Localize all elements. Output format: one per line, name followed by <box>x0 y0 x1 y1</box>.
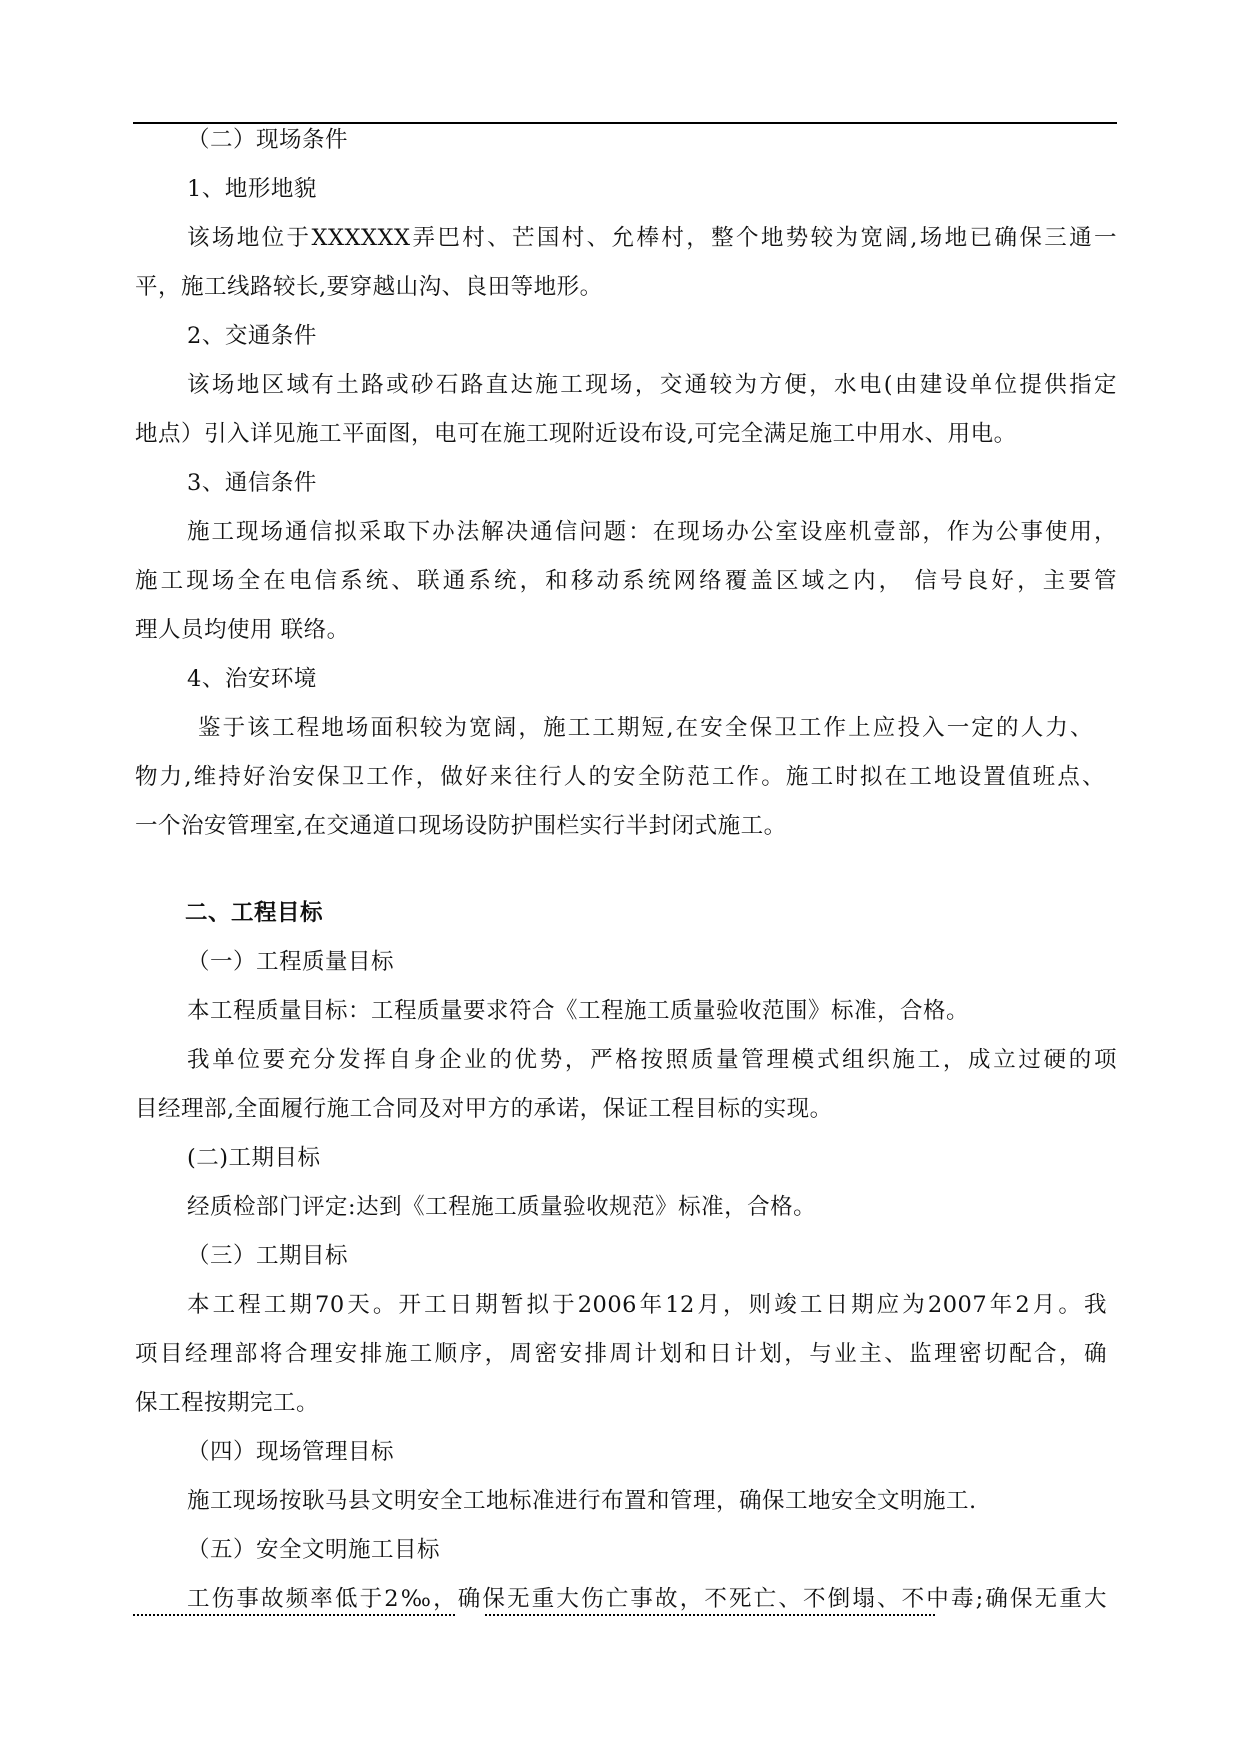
item-heading: 4、治安环境 <box>187 666 317 692</box>
paragraph-line: 该场地位于XXXXXX弄巴村、芒国村、允棒村，整个地势较为宽阔,场地已确保三通一 <box>187 225 1117 251</box>
paragraph-line: 本工程工期70天。开工日期暂拟于2006年12月，则竣工日期应为2007年2月。我 <box>187 1292 1107 1318</box>
paragraph-line: 保工程按期完工。 <box>135 1390 320 1416</box>
header-rule <box>133 122 1117 124</box>
paragraph-line: 项目经理部将合理安排施工顺序，周密安排周计划和日计划，与业主、监理密切配合，确 <box>135 1341 1107 1367</box>
paragraph-line: 一个治安管理室,在交通道口现场设防护围栏实行半封闭式施工。 <box>135 813 787 839</box>
paragraph-line: 施工现场全在电信系统、联通系统，和移动系统网络覆盖区域之内， 信号良好，主要管 <box>135 568 1117 594</box>
paragraph-line: 工伤事故频率低于2‰，确保无重大伤亡事故，不死亡、不倒塌、不中毒;确保无重大 <box>187 1586 1107 1612</box>
paragraph-line: 施工现场通信拟采取下办法解决通信问题：在现场办公室设座机壹部，作为公事使用， <box>187 519 1117 545</box>
paragraph-line: 该场地区域有土路或砂石路直达施工现场，交通较为方便，水电(由建设单位提供指定 <box>187 372 1117 398</box>
paragraph-line: 施工现场按耿马县文明安全工地标准进行布置和管理，确保工地安全文明施工. <box>187 1488 977 1514</box>
paragraph-line: 我单位要充分发挥自身企业的优势，严格按照质量管理模式组织施工，成立过硬的项 <box>187 1047 1117 1073</box>
paragraph-line: 平，施工线路较长,要穿越山沟、良田等地形。 <box>135 274 603 300</box>
paragraph-line: 本工程质量目标：工程质量要求符合《工程施工质量验收范围》标准，合格。 <box>187 998 970 1024</box>
item-heading: 1、地形地貌 <box>187 176 317 202</box>
footer-dotted-rule <box>485 1614 935 1616</box>
item-heading: 2、交通条件 <box>187 323 317 349</box>
subsection-heading: （二）现场条件 <box>187 127 349 153</box>
subsection-heading: (二)工期目标 <box>187 1145 321 1171</box>
paragraph-line: 经质检部门评定:达到《工程施工质量验收规范》标准，合格。 <box>187 1194 817 1220</box>
section-heading: 二、工程目标 <box>185 900 324 926</box>
subsection-heading: （一）工程质量目标 <box>187 949 395 975</box>
subsection-heading: （三）工期目标 <box>187 1243 349 1269</box>
paragraph-line: 鉴于该工程地场面积较为宽阔，施工工期短,在安全保卫工作上应投入一定的人力、 <box>198 715 1093 741</box>
subsection-heading: （四）现场管理目标 <box>187 1439 395 1465</box>
paragraph-line: 目经理部,全面履行施工合同及对甲方的承诺，保证工程目标的实现。 <box>135 1096 833 1122</box>
subsection-heading: （五）安全文明施工目标 <box>187 1537 441 1563</box>
paragraph-line: 地点）引入详见施工平面图，电可在施工现附近设布设,可完全满足施工中用水、用电。 <box>135 421 1017 447</box>
footer-dotted-rule <box>133 1614 455 1616</box>
paragraph-line: 理人员均使用 联络。 <box>135 617 350 643</box>
item-heading: 3、通信条件 <box>187 470 317 496</box>
paragraph-line: 物力,维持好治安保卫工作，做好来往行人的安全防范工作。施工时拟在工地设置值班点、 <box>135 764 1105 790</box>
